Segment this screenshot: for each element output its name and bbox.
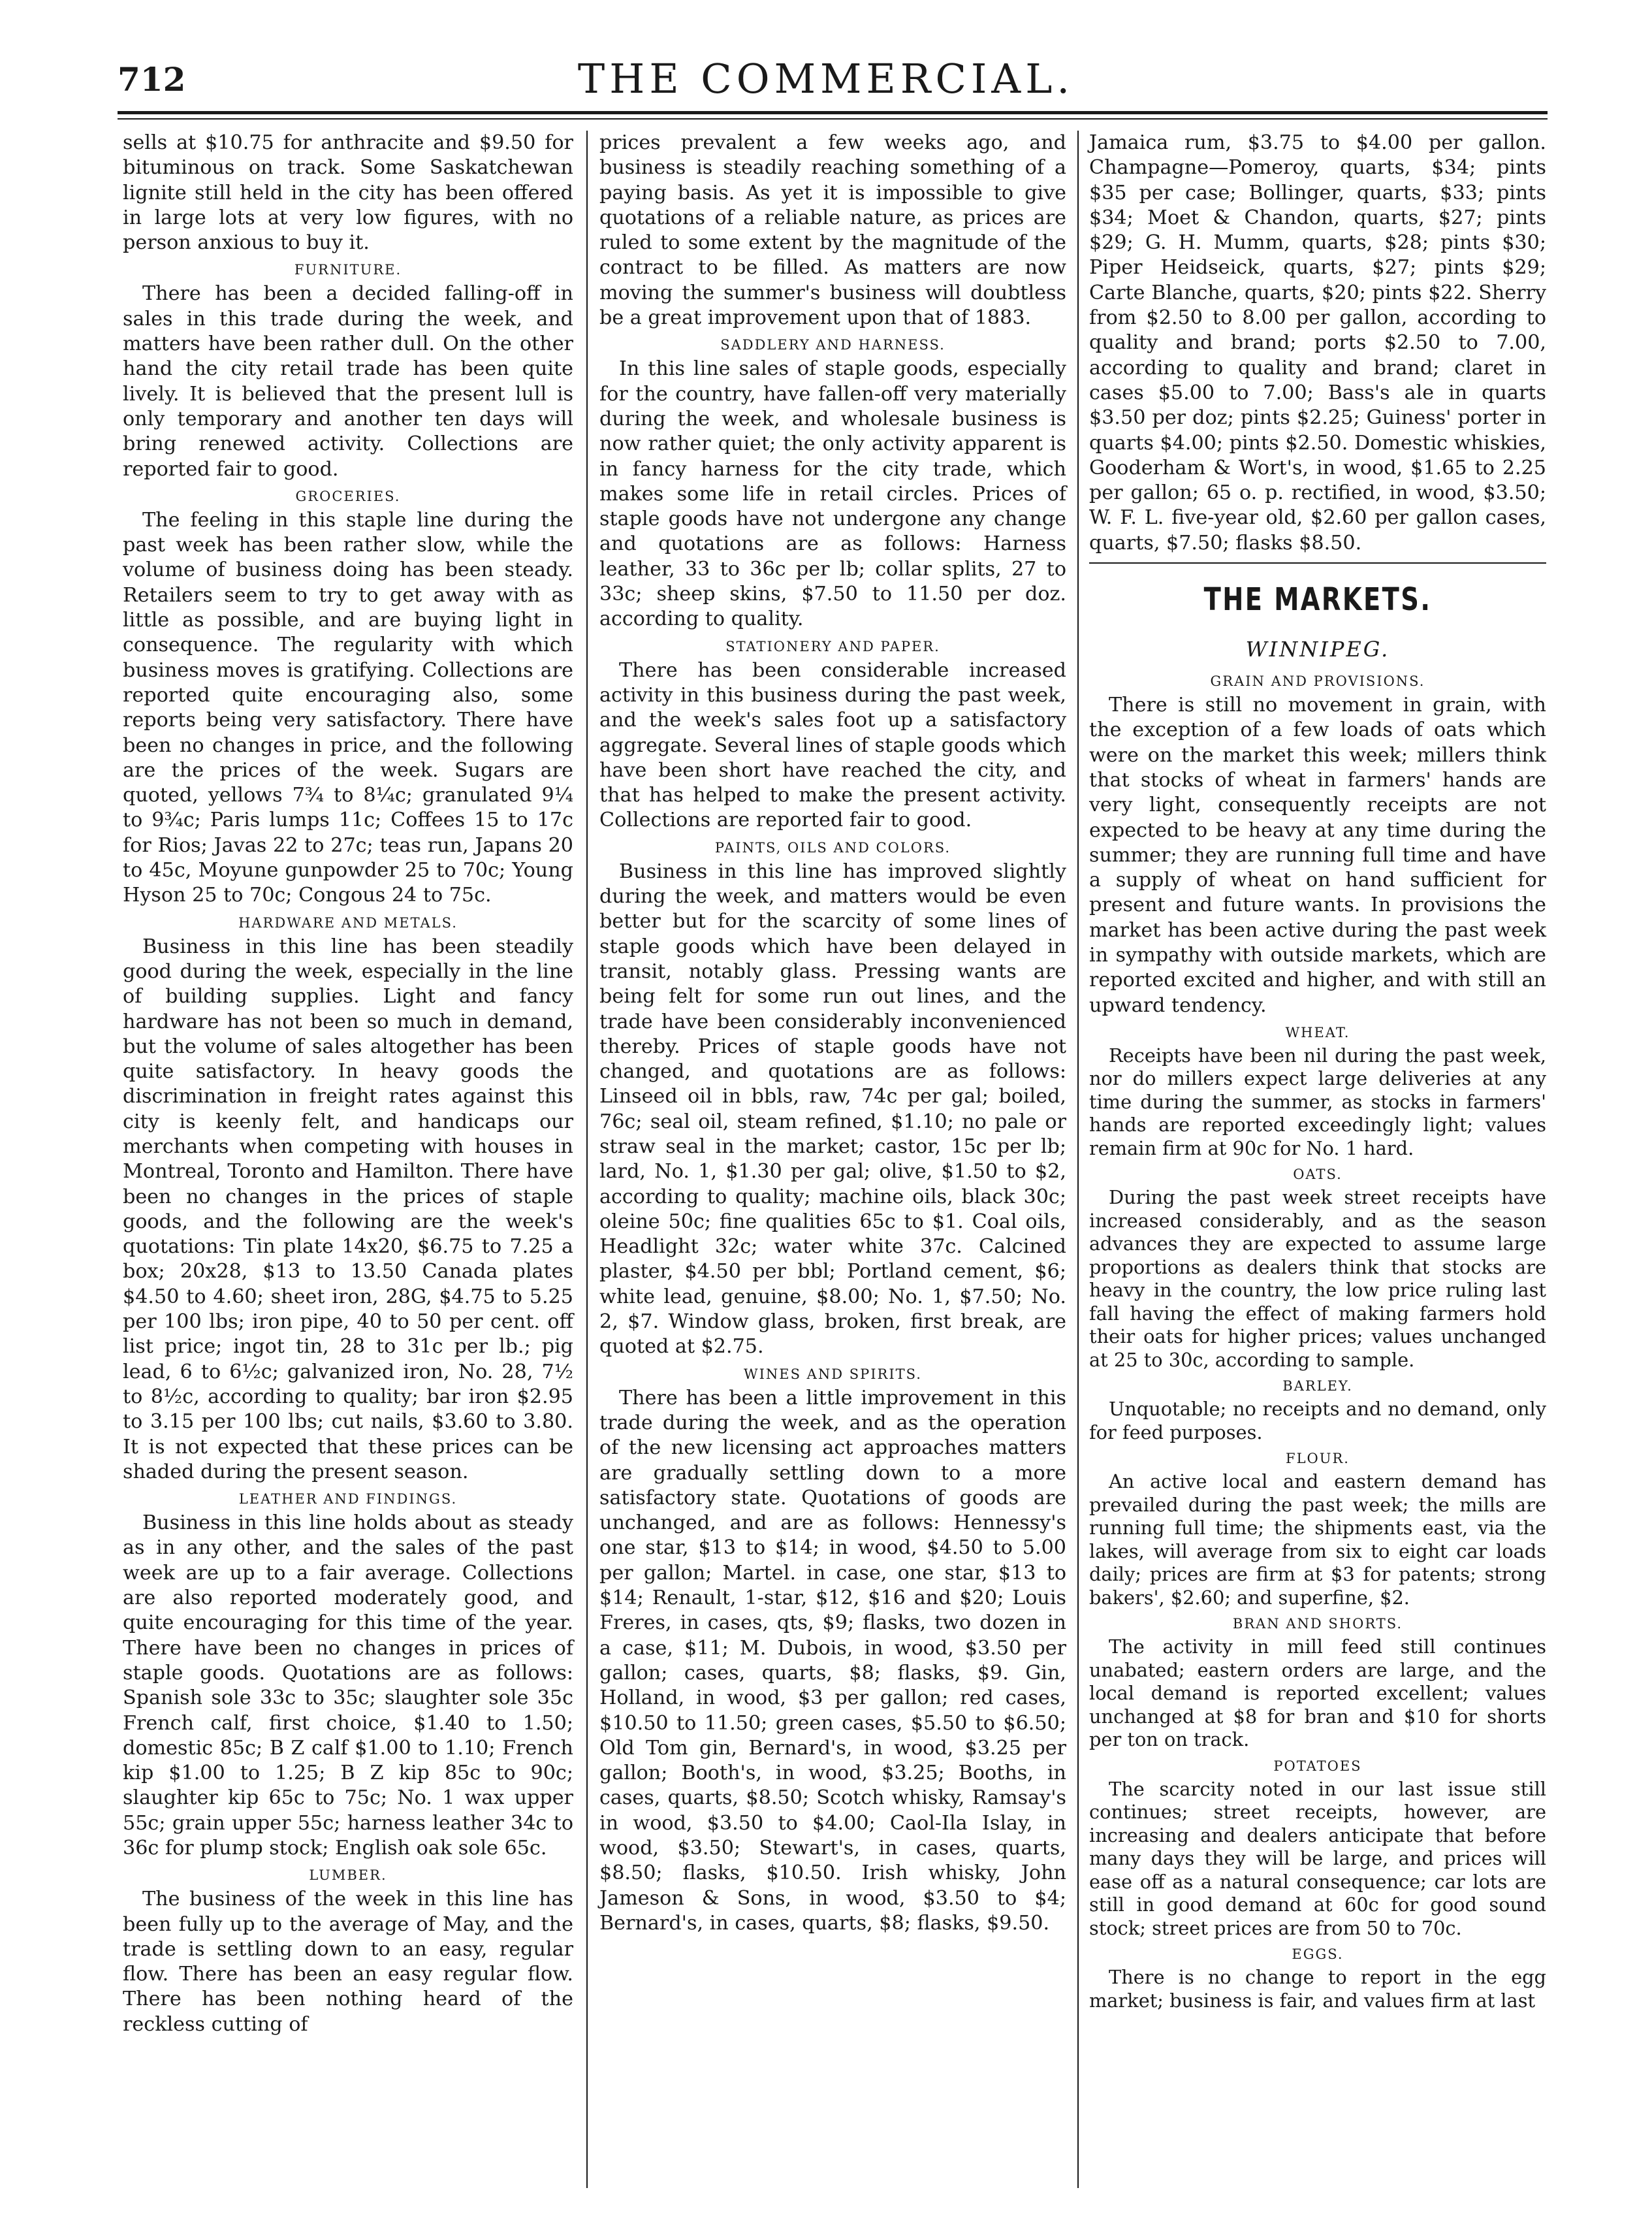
section-heading-furniture: FURNITURE. bbox=[294, 262, 402, 278]
city-heading: WINNIPEG. bbox=[1245, 637, 1390, 662]
section-heading-grain: GRAIN AND PROVISIONS. bbox=[1210, 673, 1425, 690]
section-heading-wines: WINES AND SPIRITS. bbox=[744, 1366, 922, 1382]
markets-divider bbox=[1089, 562, 1546, 564]
section-heading-saddlery: SADDLERY AND HARNESS. bbox=[720, 337, 945, 353]
markets-title: THE MARKETS. bbox=[1203, 581, 1432, 619]
wheat-paragraph: Receipts have been nil during the past week, nor do millers expect large deliveries at any time during the summer, as stocks in farmers' hands are reported exceedingly light; values remain firm at 90c for No. 1 hard. bbox=[1089, 1044, 1546, 1159]
page-number: 712 bbox=[118, 60, 186, 99]
hardware-paragraph: Business in this line has been steadily good during the week, especially in the line of building supplies. Light and fancy hardware has not been so much in demand, but the volume of sales altogether has been quite satisfactory. In heavy goods the discrimination in freight rates against this city is keenly felt, and handicaps our merchants when competing with houses in Montreal, Toronto and Hamilton. There have been no changes in the prices of staple goods, and the following are the week's quotations: Tin plate 14x20, $6.75 to 7.25 a box; 20x28, $13 to 13.50 Canada plates $4.50 to 4.60; sheet iron, 28G, $4.75 to 5.25 per 100 lbs; iron pipe, 40 to 50 per cent. off list price; ingot tin, 28 to 31c per lb.; pig lead, 6 to 6½c; galvanized iron, No. 28, 7½ to 8½c, according to quality; bar iron $2.95 to 3.15 per 100 lbs; cut nails, $3.60 to 3.80. It is not expected that these prices can be shaded during the present season. bbox=[123, 935, 573, 1483]
leather-paragraph: Business in this line holds about as steady as in any other, and the sales of the past week are up to a fair average. Collections are also reported moderately good, and quite encouraging for this time of the year. There have been no changes in prices of staple goods. Quotations are as follows: Spanish sole 33c to 35c; slaughter sole 35c French calf, first choice, $1.40 to 1.50; domestic 85c; B Z calf $1.00 to 1.10; French kip $1.00 to 1.25; B Z kip 85c to 90c; slaughter kip 65c to 75c; No. 1 wax upper 55c; grain upper 55c; harness leather 34c to 36c for plump stock; English oak sole 65c. bbox=[123, 1511, 573, 1860]
flour-paragraph: An active local and eastern demand has prevailed during the past week; the mills are running full time; the shipments east, via the lakes, will average from six to eight car loads daily; prices are firm at $3 for patents; strong bakers', $2.60; and superfine, $2. bbox=[1089, 1470, 1546, 1609]
stationery-paragraph: There has been considerable increased activity in this business during the past week, and the week's sales foot up a satisfactory aggregate. Several lines of staple goods which have been short have reached the city, and that has helped to make the present activity. Collections are reported fair to good. bbox=[599, 658, 1066, 832]
header-rule-thin bbox=[118, 118, 1548, 120]
section-heading-paints: PAINTS, OILS AND COLORS. bbox=[714, 839, 951, 856]
section-heading-lumber: LUMBER. bbox=[309, 1867, 387, 1884]
eggs-paragraph: There is no change to report in the egg market; business is fair, and values firm at last bbox=[1089, 1966, 1546, 2012]
groceries-paragraph: The feeling in this staple line during the past week has been rather slow, while the volume of business doing has been steady. Retailers seem to try to get away with as little as possible, and are buying light in consequence. The regularity with which business moves is gratifying. Collections are reported quite encouraging also, some reports being very satisfactory. There have been no changes in price, and the following are the prices of the week. Sugars are quoted, yellows 7¾ to 8¼c; granulated 9¼ to 9¾c; Paris lumps 11c; Coffees 15 to 17c for Rios; Javas 22 to 27c; teas run, Japans 20 to 45c, Moyune gunpowder 25 to 70c; Young Hyson 25 to 70c; Congous 24 to 75c. bbox=[123, 508, 573, 907]
coal-continuation: sells at $10.75 for anthracite and $9.50 for bituminous on track. Some Saskatchewan lignite still held in the city has been offered in large lots at very low figures, with no person anxious to buy it. bbox=[123, 131, 573, 255]
section-heading-barley: BARLEY. bbox=[1282, 1378, 1353, 1394]
saddlery-paragraph: In this line sales of staple goods, especially for the country, have fallen-off very materially during the week, and wholesale business is now rather quiet; the only activity apparent is in fancy harness for the city trade, which makes some life in retail circles. Prices of staple goods have not undergone any change and quotations are as follows: Harness leather, 33 to 36c per lb; collar splits, 27 to 33c; sheep skins, $7.50 to 11.50 per doz. according to quality. bbox=[599, 357, 1066, 631]
header-rule-thick bbox=[118, 111, 1548, 114]
masthead-title: THE COMMERCIAL. bbox=[577, 55, 1075, 103]
column-3 bbox=[1089, 131, 1546, 2012]
column-2 bbox=[599, 131, 1066, 1936]
furniture-paragraph: There has been a decided falling-off in sales in this trade during the week, and matters have been rather dull. On the other hand the city retail trade has been quite lively. It is believed that the present lull is only temporary and another ten days will bring renewed activity. Collections are reported fair to good. bbox=[123, 282, 573, 481]
section-heading-bran: BRAN AND SHORTS. bbox=[1232, 1616, 1403, 1632]
potatoes-paragraph: The scarcity noted in our last issue still continues; street receipts, however, are increasing and dealers anticipate that before many days they will be large, and prices will ease off as a natural consequence; car lots are still in good demand at 60c for good sound stock; street prices are from 50 to 70c. bbox=[1089, 1777, 1546, 1939]
section-heading-potatoes: POTATOES bbox=[1273, 1758, 1362, 1774]
column-1 bbox=[123, 131, 573, 2037]
barley-paragraph: Unquotable; no receipts and no demand, only for feed purposes. bbox=[1089, 1398, 1546, 1443]
section-heading-eggs: EGGS. bbox=[1292, 1946, 1344, 1963]
oats-paragraph: During the past week street receipts have increased considerably, and as the season advances they are expected to assume large proportions as dealers think that stocks are heavy in the country, the low price ruling last fall having the effect of making farmers hold their oats for higher prices; values unchanged at 25 to 30c, according to sample. bbox=[1089, 1186, 1546, 1371]
column-divider-1 bbox=[586, 131, 588, 2188]
lumber-paragraph: The business of the week in this line has been fully up to the average of May, and the trade is settling down to an easy, regular flow. There has been an easy regular flow. There has been nothing heard of the reckless cutting of bbox=[123, 1888, 573, 2036]
section-heading-wheat: WHEAT. bbox=[1285, 1024, 1350, 1040]
grain-paragraph: There is still no movement in grain, with the exception of a few loads of oats which were on the market this week; millers think that stocks of wheat in farmers' hands are very light, consequently receipts are not expected to be heavy at any time during the summer; they are running full time and have a supply of wheat on hand sufficient for present and future wants. In provisions the market has been active during the past week in sympathy with outside markets, which are reported excited and higher, and with still an upward tendency. bbox=[1089, 694, 1546, 1017]
wines-continuation: Jamaica rum, $3.75 to $4.00 per gallon. Champagne—Pomeroy, quarts, $34; pints $35 per case; Bollinger, quarts, $33; pints $34; Moet & Chandon, quarts, $27; pints $29; G. H. Mumm, quarts, $28; pints $30; Piper Heidseick, quarts, $27; pints $29; Carte Blanche, quarts, $20; pints $22. Sherry from $2.50 to 8.00 per gallon, according to quality and brand; ports $2.50 to 7.00, according to quality and brand; claret in cases $5.00 to 7.00; Bass's ale in quarts $3.50 per doz; pints $2.25; Guiness' porter in quarts $4.00; pints $2.50. Domestic whiskies, Gooderham & Wort's, in wood, $1.65 to 2.25 per gallon; 65 o. p. rectified, in wood, $3.50; W. F. L. five-year old, $2.60 per gallon cases, quarts, $7.50; flasks $8.50. bbox=[1089, 131, 1546, 555]
wines-paragraph: There has been a little improvement in this trade during the week, and as the operation of the new licensing act approaches matters are gradually settling down to a more satisfactory state. Quotations of goods are unchanged, and are as follows: Hennessy's one star, $13 to $14; in wood, $4.50 to 5.00 per gallon; Martel. in case, one star, $13 to $14; Renault, 1-star, $12, $16 and $20; Louis Freres, in cases, qts, $9; flasks, two dozen in a case, $11; M. Dubois, in wood, $3.50 per gallon; cases, quarts, $8; flasks, $9. Gin, Holland, in wood, $3 per gallon; red cases, $10.50 to 11.50; green cases, $5.50 to $6.50; Old Tom gin, Bernard's, in wood, $3.25 per gallon; Booth's, in wood, $3.25; Booths, in cases, quarts, $8.50; Scotch whisky, Ramsay's in wood, $3.50 to $4.00; Caol-Ila Islay, in wood, $3.50; Stewart's, in cases, quarts, $8.50; flasks, $10.50. Irish whisky, John Jameson & Sons, in wood, $3.50 to $4; Bernard's, in cases, quarts, $8; flasks, $9.50. bbox=[599, 1386, 1066, 1935]
lumber-continuation: prices prevalent a few weeks ago, and business is steadily reaching something of a paying basis. As yet it is impossible to give quotations of a reliable nature, as prices are ruled to some extent by the magnitude of the contract to be filled. As matters are now moving the summer's business will doubtless be a great improvement upon that of 1883. bbox=[599, 131, 1066, 330]
section-heading-hardware: HARDWARE AND METALS. bbox=[238, 914, 458, 931]
section-heading-stationery: STATIONERY AND PAPER. bbox=[725, 638, 940, 654]
paints-paragraph: Business in this line has improved slightly during the week, and matters would be even better but for the scarcity of some lines of staple goods which have been delayed in transit, notably glass. Pressing wants are being felt for some run out lines, and the trade have been considerably inconvenienced thereby. Prices of staple goods have not changed, and quotations are as follows: Linseed oil in bbls, raw, 74c per gal; boiled, 76c; seal oil, steam refined, $1.10; no pale or straw seal in the market; castor, 15c per lb; lard, No. 1, $1.30 per gal; olive, $1.50 to $2, according to quality; machine oils, black 30c; oleine 50c; fine qualities 65c to $1. Coal oils, Headlight 32c; water white 37c. Calcined plaster, $4.50 per bbl; Portland cement, $6; white lead, genuine, $8.00; No. 1, $7.50; No. 2, $7. Window glass, broken, first break, are quoted at $2.75. bbox=[599, 860, 1066, 1359]
section-heading-leather: LEATHER AND FINDINGS. bbox=[238, 1491, 458, 1507]
section-heading-groceries: GROCERIES. bbox=[295, 488, 401, 504]
bran-paragraph: The activity in mill feed still continues unabated; eastern orders are large, and the local demand is reported excellent; values unchanged at $8 for bran and $10 for shorts per ton on track. bbox=[1089, 1635, 1546, 1751]
column-divider-2 bbox=[1077, 131, 1079, 2188]
section-heading-flour: FLOUR. bbox=[1286, 1451, 1350, 1467]
section-heading-oats: OATS. bbox=[1293, 1167, 1342, 1183]
